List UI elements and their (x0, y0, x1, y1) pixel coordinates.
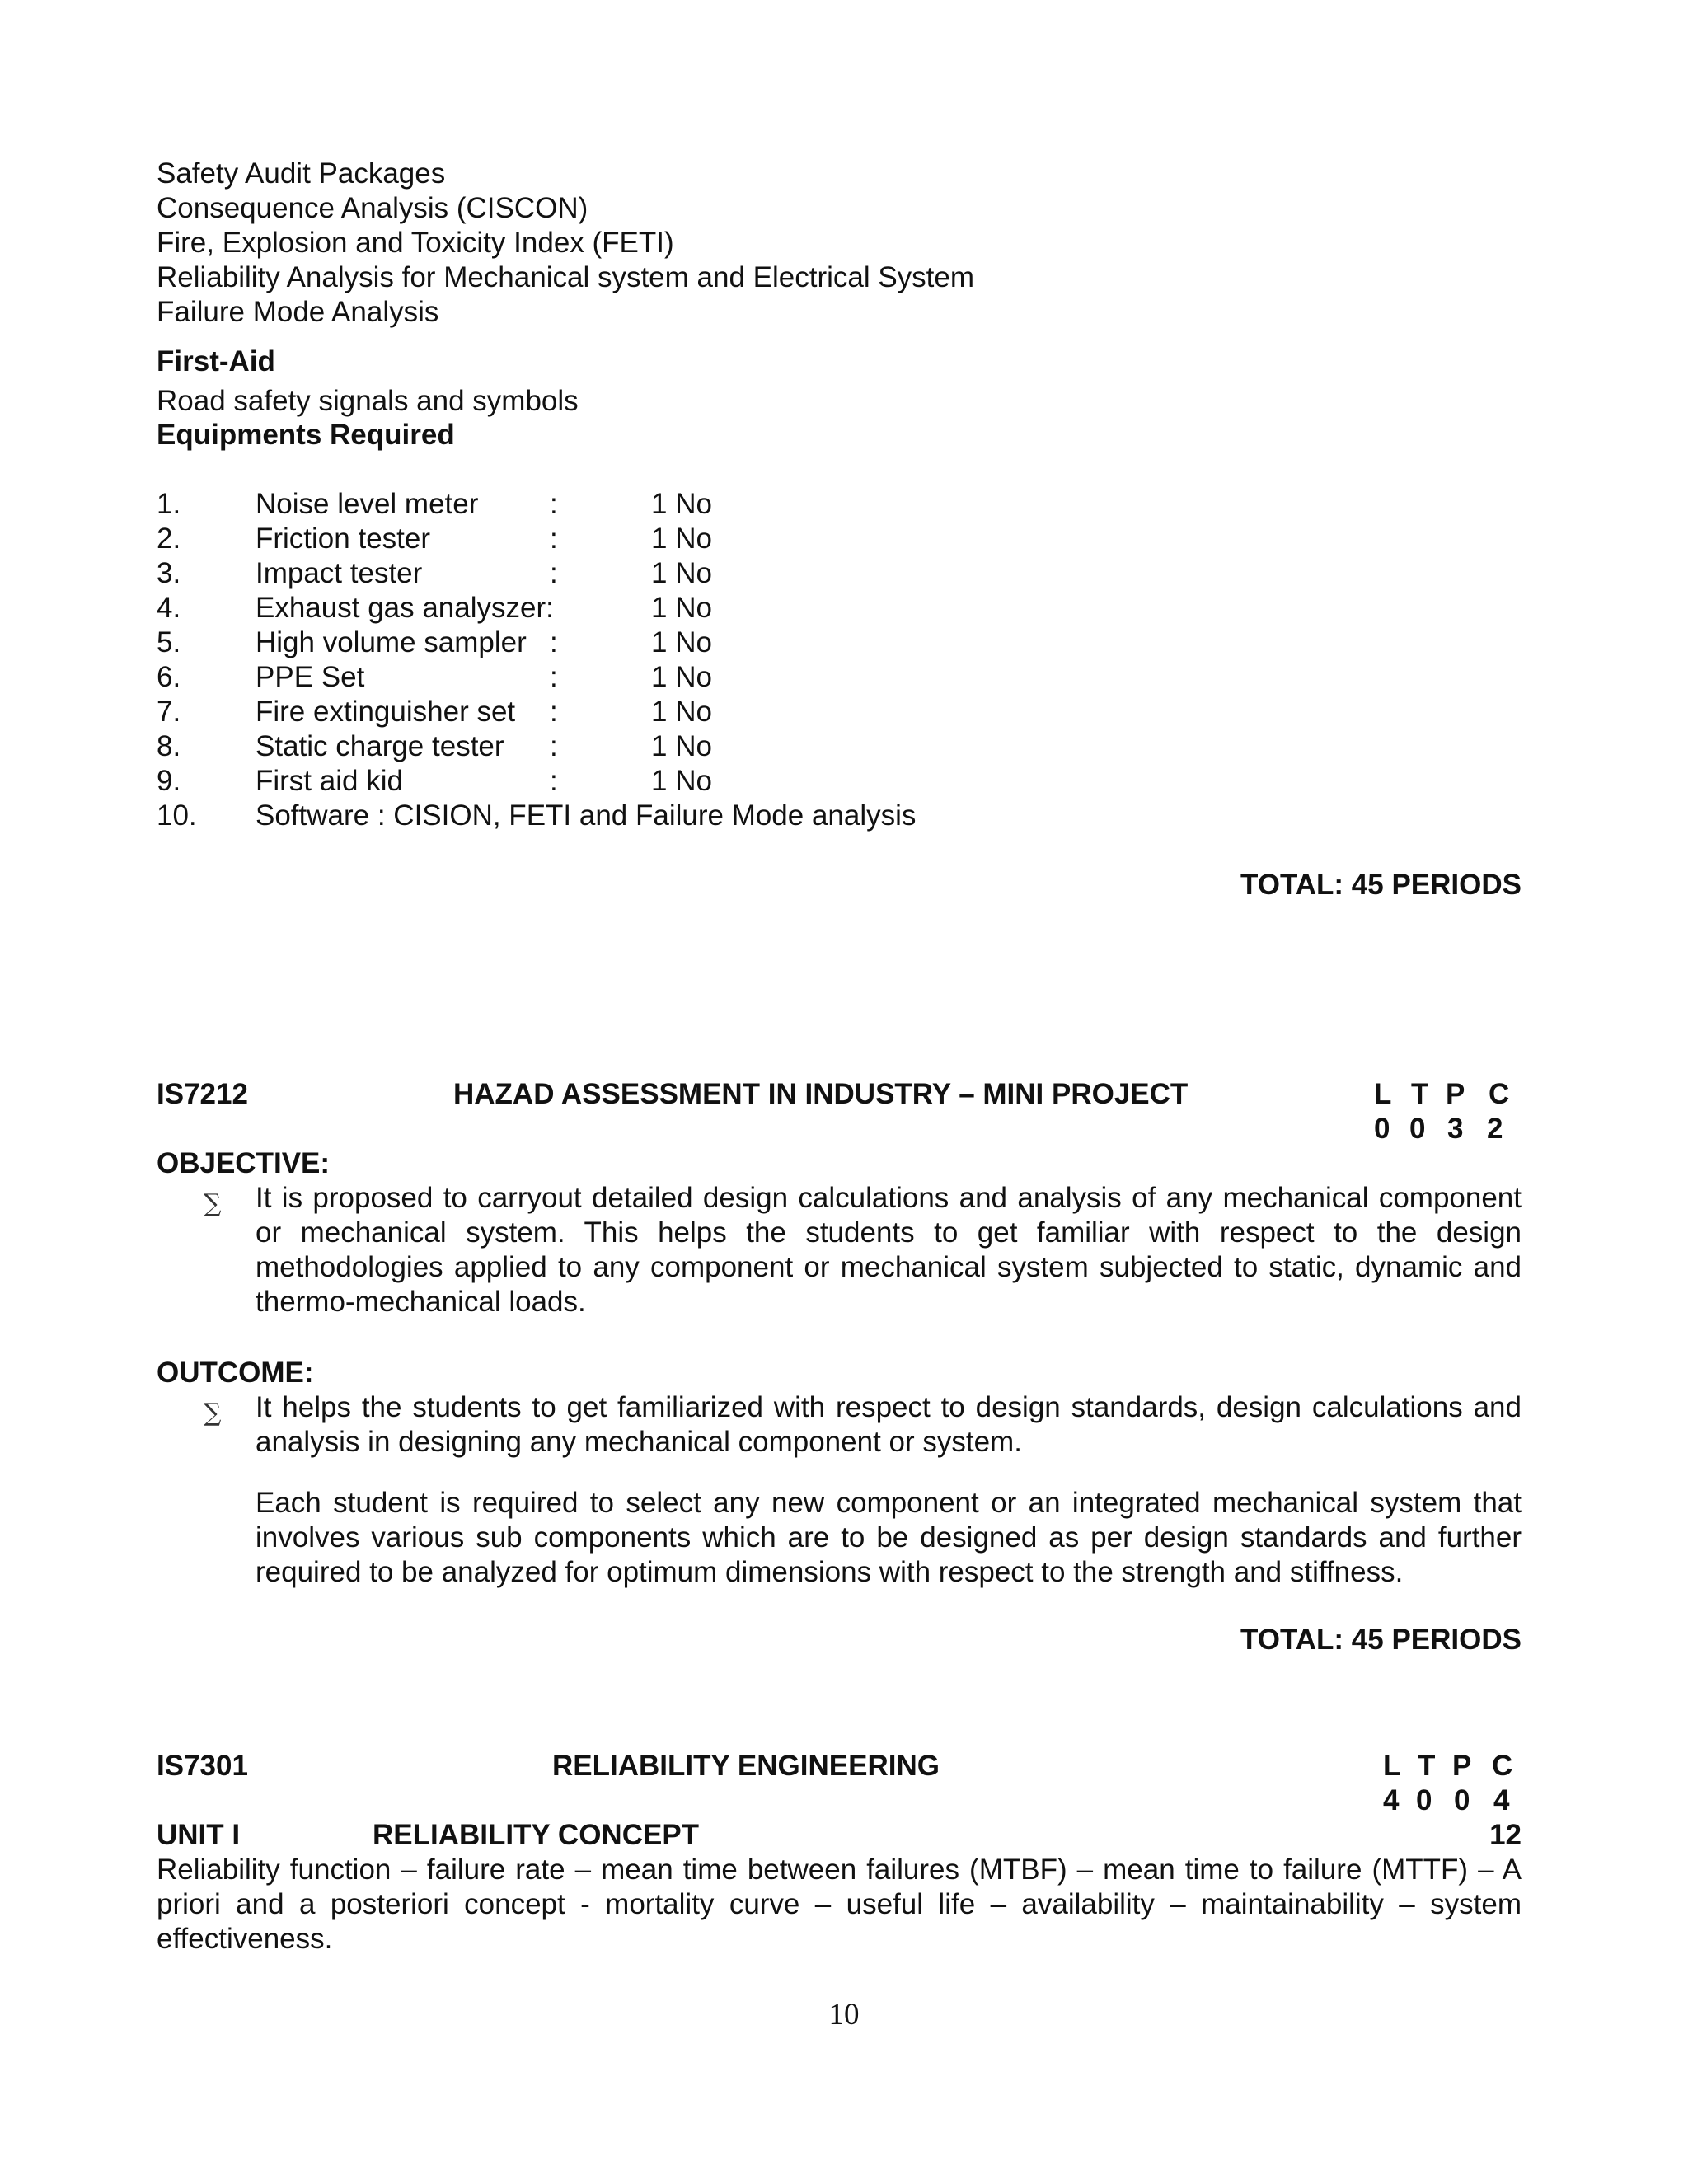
item-number: 5. (157, 626, 181, 658)
item-number: 1. (157, 488, 181, 520)
road-safety-text: Road safety signals and symbols (157, 385, 579, 417)
item-name: Static charge tester (256, 730, 504, 762)
item-colon: : (550, 730, 558, 762)
objective-text: It is proposed to carryout detailed design calculations and analysis of any mechanical component or mechanical system. This helps the students to get familiar with respect to the design methodologies applied to any component or mechanical system subjected to static, dynamic and thermo-mechanical loads. (256, 1182, 1522, 1318)
course-code: IS7212 (157, 1078, 248, 1110)
item-number: 7. (157, 696, 181, 728)
unit-text: Reliability function – failure rate – mean time between failures (MTBF) – mean time to failure (MTTF) – A priori and a posteriori concept - mortality curve – useful life – availability – maintainability – system effectiveness. (157, 1854, 1522, 1955)
bullet-icon: ∑ (204, 1189, 222, 1218)
lab-item: Reliability Analysis for Mechanical system and Electrical System (157, 261, 975, 293)
lab-item: Safety Audit Packages (157, 157, 446, 190)
item-qty: 1 No (651, 730, 712, 762)
item-name: Fire extinguisher set (256, 696, 516, 728)
lab-item: Fire, Explosion and Toxicity Index (FETI) (157, 227, 674, 259)
total-periods: TOTAL: 45 PERIODS (1240, 1624, 1522, 1656)
document-page: Safety Audit Packages Consequence Analysis (CISCON) Fire, Explosion and Toxicity Index (FETI) Reliability Analysis for Mechanical system and Electrical System Failure Mode Analysis First-Aid Road safety signals and symbols Equipments Required 1. Noise level meter : 1 No 2. Friction tester : 1 No 3. Impact tester : 1 No 4. Exhaust gas analyszer: 1 No 5. High volume sampler : 1 No 6. PPE Set : 1 No 7. Fire extinguisher set : 1 No 8. Static charge tester : 1 No 9. First aid kid : 1 No 10. Software : CISION, FETI and Failure Mode analysis TOTAL: 45 PERIODS IS7212 HAZAD ASSESSMENT IN INDUSTRY – MINI PROJECT L T P C 0 0 3 2 OBJECTIVE: ∑ It is proposed to carryout detailed design calculations and analysis of any mechanical component or mechanical system. This helps the students to get familiar with respect to the design methodologies applied to any component or mechanical system subjected to static, dynamic and thermo-mechanical loads. OUTCOME: ∑ It helps the students to get familiarized with respect to design standards, design calculations and analysis in designing any mechanical component or system. Each student is required to select any new component or an integrated mechanical system that involves various sub components which are to be designed as per design standards and further required to be analyzed for optimum dimensions with respect to the strength and stiffness. TOTAL: 45 PERIODS IS7301 RELIABILITY ENGINEERING L T P C 4 0 0 4 UNIT I RELIABILITY CONCEPT 12 Reliability function – failure rate – mean time between failures (MTBF) – mean time to failure (MTTF) – A priori and a posteriori concept - mortality curve – useful life – availability – maintainability – system effectiveness. 10 (0, 0, 1688, 2184)
item-qty: 1 No (651, 488, 712, 520)
outcome-heading: OUTCOME: (157, 1357, 314, 1389)
item-name: Exhaust gas analyszer: (256, 592, 554, 624)
item-qty: 1 No (651, 557, 712, 589)
unit-hours: 12 (1489, 1819, 1522, 1851)
item-number: 9. (157, 765, 181, 797)
item-number: 8. (157, 730, 181, 762)
item-colon: : (550, 557, 558, 589)
item-number: 10. (157, 799, 197, 832)
item-number: 2. (157, 523, 181, 555)
item-qty: 1 No (651, 765, 712, 797)
item-number: 4. (157, 592, 181, 624)
item-name: Friction tester (256, 523, 430, 555)
first-aid-heading: First-Aid (157, 345, 275, 377)
outcome-paragraph: Each student is required to select any new component or an integrated mechanical system that involves various sub components which are to be designed as per design standards and further required to be analyzed for optimum dimensions with respect to the strength and stiffness. (256, 1487, 1522, 1588)
item-qty: 1 No (651, 592, 712, 624)
item-name: PPE Set (256, 661, 365, 693)
lab-item: Failure Mode Analysis (157, 296, 439, 328)
total-periods: TOTAL: 45 PERIODS (1240, 869, 1522, 901)
course-title: RELIABILITY ENGINEERING (552, 1750, 940, 1782)
equipments-heading: Equipments Required (157, 419, 455, 451)
item-qty: 1 No (651, 523, 712, 555)
item-name: High volume sampler (256, 626, 527, 658)
item-name: Impact tester (256, 557, 423, 589)
unit-label: UNIT I (157, 1819, 241, 1851)
lab-item: Consequence Analysis (CISCON) (157, 192, 588, 224)
item-number: 3. (157, 557, 181, 589)
outcome-text: It helps the students to get familiarized with respect to design standards, design calculations and analysis in designing any mechanical component or system. (256, 1391, 1522, 1458)
course-code: IS7301 (157, 1750, 248, 1782)
item-colon: : (550, 696, 558, 728)
course-title: HAZAD ASSESSMENT IN INDUSTRY – MINI PROJECT (453, 1078, 1189, 1110)
software-text: Software : CISION, FETI and Failure Mode analysis (256, 799, 917, 832)
page-number: 10 (828, 1998, 860, 2032)
item-colon: : (550, 626, 558, 658)
item-name: First aid kid (256, 765, 403, 797)
item-number: 6. (157, 661, 181, 693)
objective-heading: OBJECTIVE: (157, 1147, 331, 1179)
item-colon: : (550, 765, 558, 797)
item-qty: 1 No (651, 626, 712, 658)
bullet-icon: ∑ (204, 1399, 222, 1427)
item-qty: 1 No (651, 696, 712, 728)
item-colon: : (550, 661, 558, 693)
item-colon: : (550, 523, 558, 555)
unit-title: RELIABILITY CONCEPT (373, 1819, 700, 1851)
item-qty: 1 No (651, 661, 712, 693)
item-name: Noise level meter (256, 488, 479, 520)
item-colon: : (550, 488, 558, 520)
